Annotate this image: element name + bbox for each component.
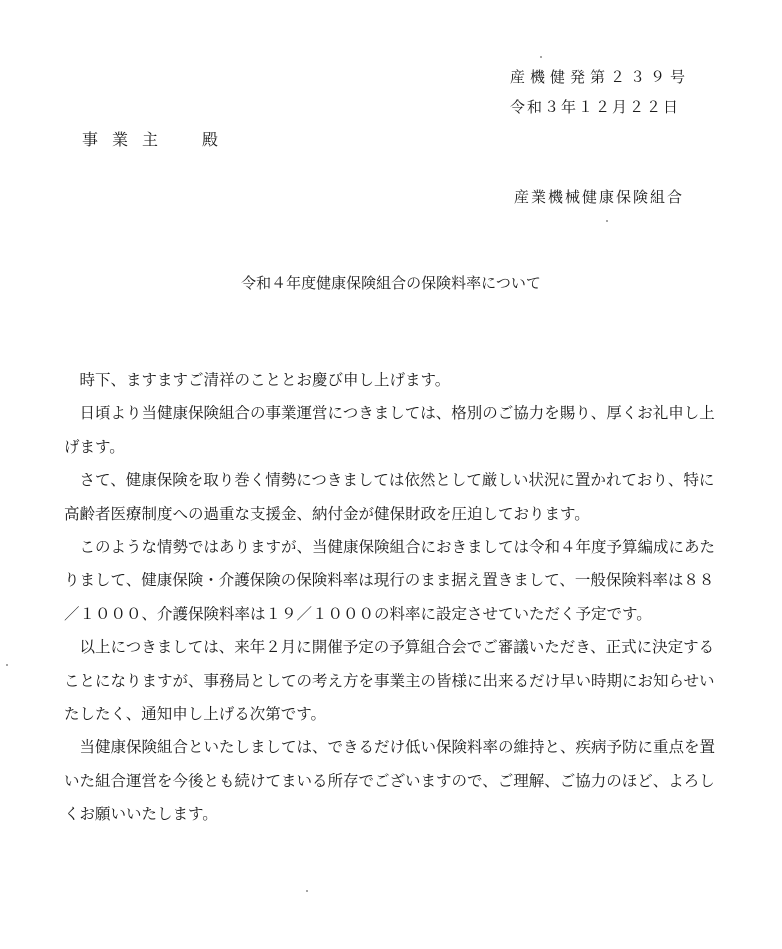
letter-body [64, 364, 724, 832]
paragraph-closing: 当健康保険組合といたしましては、できるだけ低い保険料率の維持と、疾病予防に重点を置いた組合運営を今後とも続けてまいる所存でございますので、ご理解、ご協力のほど、よろしくお願いいたします。 [64, 738, 716, 824]
document-date: 令和３年１２月２２日 [510, 98, 681, 116]
document-number: 産機健発第２３９号 [510, 68, 691, 86]
scan-speck [540, 56, 542, 58]
sender-organization: 産業機械健康保険組合 [514, 188, 685, 206]
paragraph-thanks: 日頃より当健康保険組合の事業運営につきましては、格別のご協力を賜り、厚くお礼申し上げます。 [64, 404, 715, 456]
scan-speck [6, 664, 8, 666]
paragraph-greeting: 時下、ますますご清祥のこととお慶び申し上げます。 [79, 371, 451, 389]
scan-speck [306, 890, 308, 892]
subject-title: 令和４年度健康保険組合の保険料率について [241, 274, 541, 292]
paragraph-schedule: 以上につきましては、来年２月に開催予定の予算組合会でご審議いただき、正式に決定することになりますが、事務局としての考え方を事業主の皆様に出来るだけ早い時期にお知らせいたしたく、通知申し上げる次第です。 [64, 638, 715, 724]
paragraph-rates: このような情勢ではありますが、当健康保険組合におきましては令和４年度予算編成にあたりまして、健康保険・介護保険の保険料率は現行のまま据え置きまして、一般保険料率は８８／１０００、介護保険料率は１９／１０００の料率に設定させていただく予定です。 [64, 538, 716, 623]
addressee: 事業主 殿 [82, 130, 233, 149]
scan-speck [606, 220, 608, 222]
paragraph-situation: さて、健康保険を取り巻く情勢につきましては依然として厳しい状況に置かれており、特に高齢者医療制度への過重な支援金、納付金が健保財政を圧迫しております。 [64, 471, 715, 523]
